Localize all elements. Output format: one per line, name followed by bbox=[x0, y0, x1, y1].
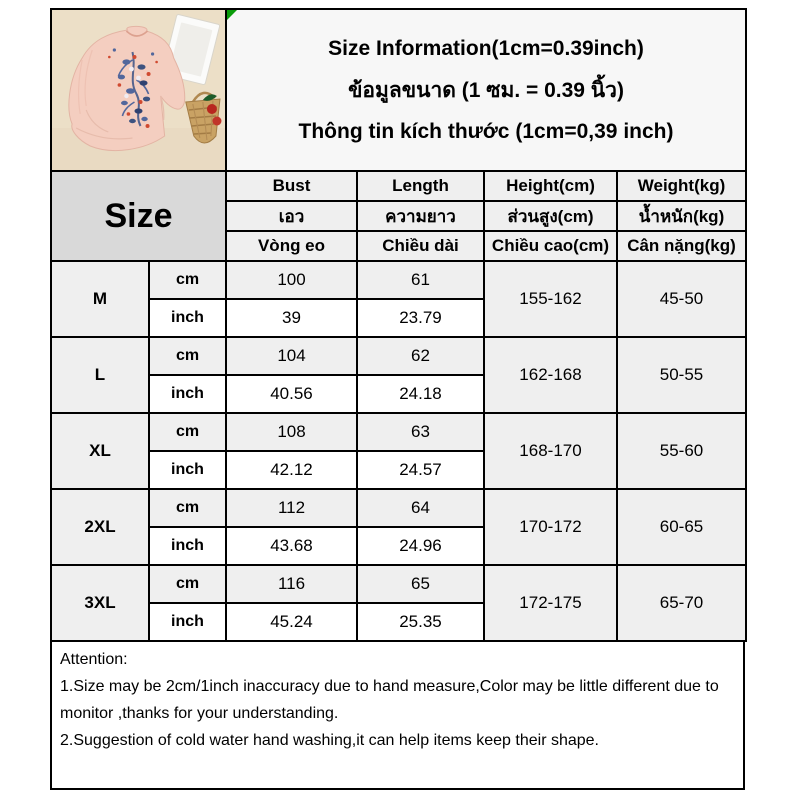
m-bust-inch: 39 bbox=[226, 299, 357, 337]
product-photo bbox=[51, 9, 226, 171]
size-label-xl: XL bbox=[51, 413, 149, 489]
l-length-inch: 24.18 bbox=[357, 375, 484, 413]
size-label-3xl: 3XL bbox=[51, 565, 149, 641]
size-table bbox=[50, 8, 747, 642]
col-weight-en: Weight(kg) bbox=[617, 171, 746, 201]
xl-weight: 55-60 bbox=[617, 413, 746, 489]
attention-note-1: 1.Size may be 2cm/1inch inaccuracy due to hand measure,Color may be little different due to monitor ,thanks for your understanding. bbox=[60, 677, 719, 722]
col-height-th: ส่วนสูง(cm) bbox=[484, 201, 617, 231]
unit-inch: inch bbox=[149, 451, 226, 489]
col-bust-en: Bust bbox=[226, 171, 357, 201]
attention-note-2: 2.Suggestion of cold water hand washing,it can help items keep their shape. bbox=[60, 731, 599, 749]
m-bust-cm: 100 bbox=[226, 261, 357, 299]
unit-inch: inch bbox=[149, 299, 226, 337]
3xl-bust-inch: 45.24 bbox=[226, 603, 357, 641]
2xl-length-inch: 24.96 bbox=[357, 527, 484, 565]
xl-length-inch: 24.57 bbox=[357, 451, 484, 489]
title-english: Size Information(1cm=0.39inch) bbox=[328, 36, 644, 60]
size-header: Size bbox=[51, 171, 226, 261]
unit-cm: cm bbox=[149, 337, 226, 375]
col-bust-th: เอว bbox=[226, 201, 357, 231]
unit-inch: inch bbox=[149, 527, 226, 565]
size-label-l: L bbox=[51, 337, 149, 413]
3xl-weight: 65-70 bbox=[617, 565, 746, 641]
title-thai: ข้อมูลขนาด (1 ซม. = 0.39 นิ้ว) bbox=[348, 78, 624, 102]
size-label-m: M bbox=[51, 261, 149, 337]
unit-cm: cm bbox=[149, 489, 226, 527]
unit-inch: inch bbox=[149, 375, 226, 413]
col-length-en: Length bbox=[357, 171, 484, 201]
xl-height: 168-170 bbox=[484, 413, 617, 489]
blouse-photo-illustration bbox=[52, 10, 225, 170]
2xl-bust-cm: 112 bbox=[226, 489, 357, 527]
col-weight-th: น้ำหนัก(kg) bbox=[617, 201, 746, 231]
size-label-2xl: 2XL bbox=[51, 489, 149, 565]
3xl-length-inch: 25.35 bbox=[357, 603, 484, 641]
2xl-height: 170-172 bbox=[484, 489, 617, 565]
xl-length-cm: 63 bbox=[357, 413, 484, 451]
3xl-length-cm: 65 bbox=[357, 565, 484, 603]
m-length-cm: 61 bbox=[357, 261, 484, 299]
2xl-length-cm: 64 bbox=[357, 489, 484, 527]
3xl-height: 172-175 bbox=[484, 565, 617, 641]
l-weight: 50-55 bbox=[617, 337, 746, 413]
col-bust-vi: Vòng eo bbox=[226, 231, 357, 261]
title-vietnamese: Thông tin kích thước (1cm=0,39 inch) bbox=[298, 119, 674, 143]
title-cell bbox=[226, 9, 746, 171]
m-height: 155-162 bbox=[484, 261, 617, 337]
2xl-bust-inch: 43.68 bbox=[226, 527, 357, 565]
attention-heading: Attention: bbox=[60, 651, 128, 668]
l-height: 162-168 bbox=[484, 337, 617, 413]
col-weight-vi: Cân nặng(kg) bbox=[617, 231, 746, 261]
size-chart-sheet bbox=[50, 8, 745, 790]
col-height-vi: Chiều cao(cm) bbox=[484, 231, 617, 261]
xl-bust-cm: 108 bbox=[226, 413, 357, 451]
l-length-cm: 62 bbox=[357, 337, 484, 375]
col-length-th: ความยาว bbox=[357, 201, 484, 231]
l-bust-inch: 40.56 bbox=[226, 375, 357, 413]
col-length-vi: Chiều dài bbox=[357, 231, 484, 261]
3xl-bust-cm: 116 bbox=[226, 565, 357, 603]
xl-bust-inch: 42.12 bbox=[226, 451, 357, 489]
attention-box bbox=[50, 640, 745, 790]
corner-flag-icon bbox=[227, 10, 237, 20]
m-length-inch: 23.79 bbox=[357, 299, 484, 337]
unit-cm: cm bbox=[149, 565, 226, 603]
unit-inch: inch bbox=[149, 603, 226, 641]
unit-cm: cm bbox=[149, 261, 226, 299]
2xl-weight: 60-65 bbox=[617, 489, 746, 565]
m-weight: 45-50 bbox=[617, 261, 746, 337]
unit-cm: cm bbox=[149, 413, 226, 451]
col-height-en: Height(cm) bbox=[484, 171, 617, 201]
l-bust-cm: 104 bbox=[226, 337, 357, 375]
